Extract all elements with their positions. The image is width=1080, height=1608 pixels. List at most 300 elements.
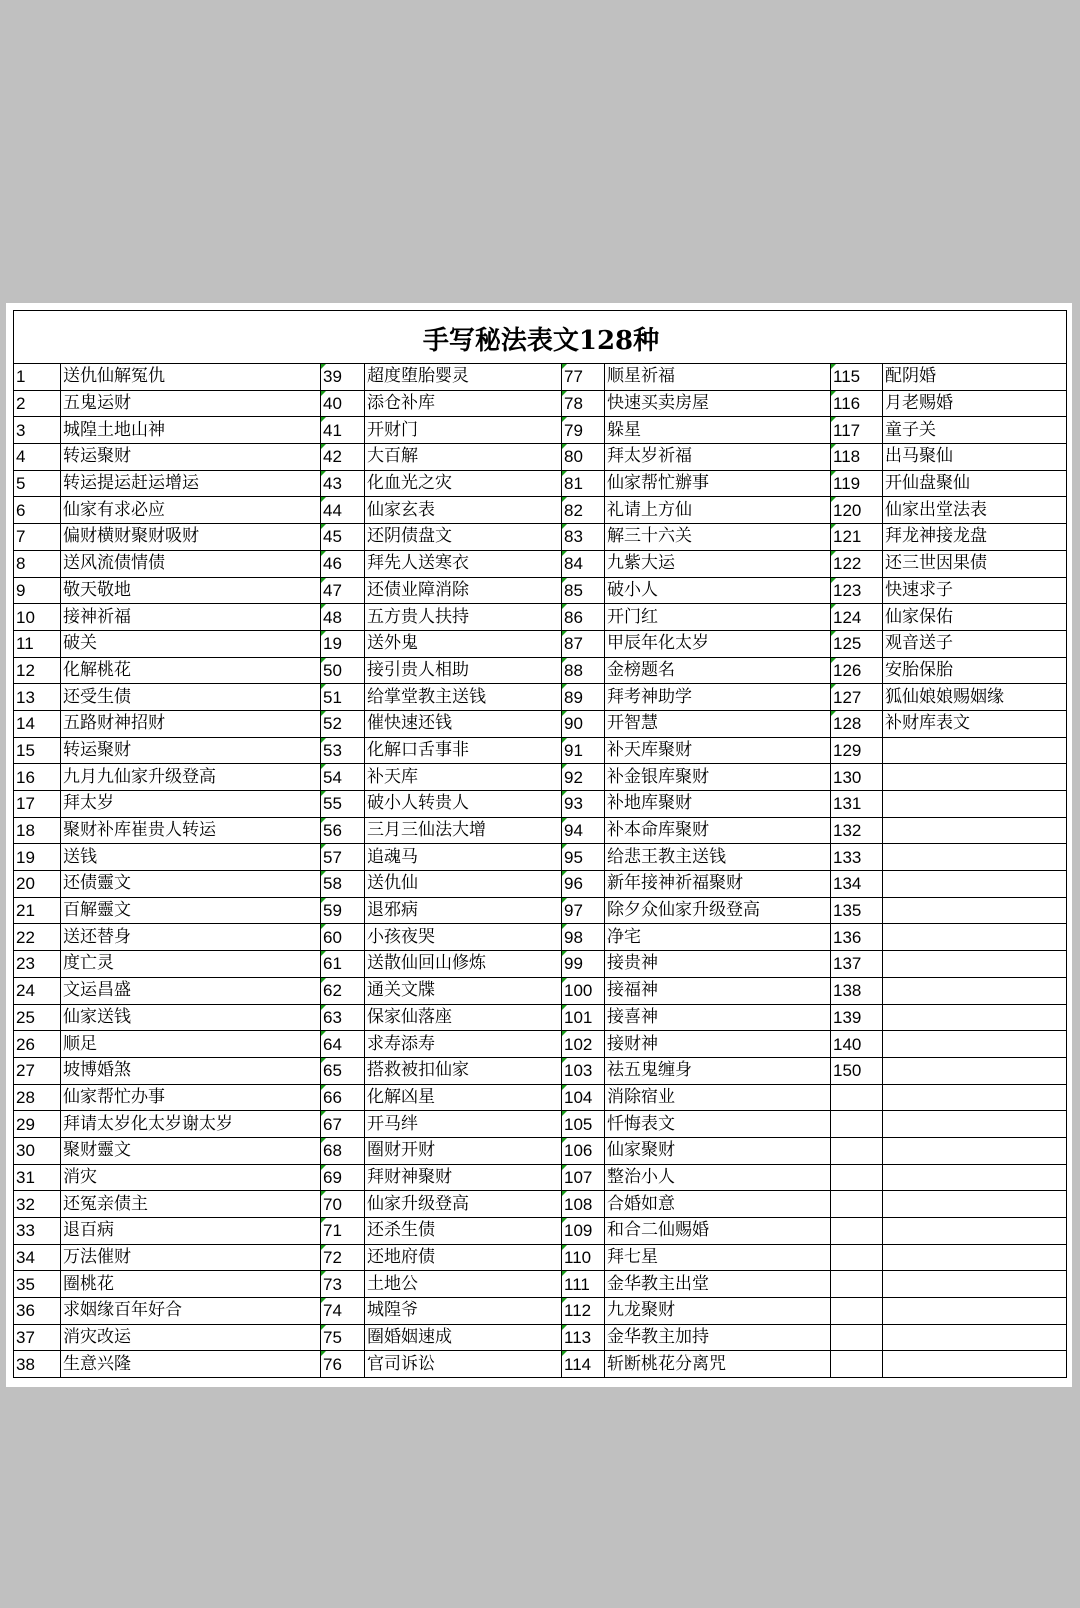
table-row (14, 1351, 1067, 1378)
cell-number (831, 1351, 883, 1378)
cell-number: 121 (831, 524, 883, 551)
cell-text: 偏财横财聚财吸财 (61, 524, 321, 551)
cell-number: 88 (562, 657, 605, 684)
cell-text: 化解桃花 (61, 657, 321, 684)
cell-text: 文运昌盛 (61, 977, 321, 1004)
table-row (14, 1057, 1067, 1084)
cell-text (883, 1057, 1067, 1084)
cell-text (883, 1164, 1067, 1191)
table-row (14, 657, 1067, 684)
cell-text: 仙家聚财 (605, 1137, 831, 1164)
spreadsheet-page (6, 303, 1072, 1387)
title-row (14, 311, 1067, 364)
cell-text (883, 764, 1067, 791)
cell-number: 7 (14, 524, 61, 551)
cell-text: 追魂马 (365, 844, 562, 871)
cell-text: 消除宿业 (605, 1084, 831, 1111)
cell-number: 84 (562, 550, 605, 577)
cell-number: 96 (562, 871, 605, 898)
cell-text: 仙家有求必应 (61, 497, 321, 524)
cell-number: 78 (562, 390, 605, 417)
cell-text: 九月九仙家升级登高 (61, 764, 321, 791)
cell-number: 6 (14, 497, 61, 524)
cell-text: 送还替身 (61, 924, 321, 951)
table-row (14, 897, 1067, 924)
cell-number: 81 (562, 470, 605, 497)
cell-number (831, 1218, 883, 1245)
table-row (14, 1191, 1067, 1218)
cell-number: 129 (831, 737, 883, 764)
cell-text: 还债靈文 (61, 871, 321, 898)
cell-number: 123 (831, 577, 883, 604)
cell-number: 99 (562, 951, 605, 978)
cell-number: 23 (14, 951, 61, 978)
cell-text: 还地府债 (365, 1244, 562, 1271)
cell-text: 求姻缘百年好合 (61, 1298, 321, 1325)
cell-number: 57 (321, 844, 365, 871)
cell-text: 合婚如意 (605, 1191, 831, 1218)
cell-number: 124 (831, 604, 883, 631)
cell-number: 66 (321, 1084, 365, 1111)
table-row (14, 791, 1067, 818)
cell-text: 消灾 (61, 1164, 321, 1191)
cell-number: 39 (321, 364, 365, 391)
cell-text: 仙家帮忙办事 (61, 1084, 321, 1111)
cell-text: 城隍土地山神 (61, 417, 321, 444)
table-row (14, 871, 1067, 898)
cell-text: 聚财补库崔贵人转运 (61, 817, 321, 844)
table-row (14, 390, 1067, 417)
cell-number: 46 (321, 550, 365, 577)
cell-number: 69 (321, 1164, 365, 1191)
cell-number: 25 (14, 1004, 61, 1031)
cell-number: 62 (321, 977, 365, 1004)
table-row (14, 524, 1067, 551)
cell-text: 送仇仙 (365, 871, 562, 898)
cell-text: 九紫大运 (605, 550, 831, 577)
cell-text (883, 1351, 1067, 1378)
cell-text: 添仓补库 (365, 390, 562, 417)
cell-text: 送仇仙解冤仇 (61, 364, 321, 391)
cell-text: 搭救被扣仙家 (365, 1057, 562, 1084)
cell-number: 14 (14, 710, 61, 737)
cell-text: 礼请上方仙 (605, 497, 831, 524)
cell-number: 87 (562, 630, 605, 657)
cell-text: 送散仙回山修炼 (365, 951, 562, 978)
cell-text (883, 924, 1067, 951)
cell-text: 催快速还钱 (365, 710, 562, 737)
cell-text (883, 1271, 1067, 1298)
cell-number: 126 (831, 657, 883, 684)
cell-text: 拜先人送寒衣 (365, 550, 562, 577)
cell-number (831, 1271, 883, 1298)
cell-number: 19 (14, 844, 61, 871)
cell-text: 拜太岁 (61, 791, 321, 818)
cell-text: 还三世因果债 (883, 550, 1067, 577)
cell-number: 104 (562, 1084, 605, 1111)
cell-number: 32 (14, 1191, 61, 1218)
cell-text: 净宅 (605, 924, 831, 951)
cell-text: 度亡灵 (61, 951, 321, 978)
cell-number: 113 (562, 1324, 605, 1351)
cell-text: 补天库聚财 (605, 737, 831, 764)
table-row (14, 630, 1067, 657)
cell-text: 消灾改运 (61, 1324, 321, 1351)
cell-number: 28 (14, 1084, 61, 1111)
cell-number: 59 (321, 897, 365, 924)
cell-text: 金华教主加持 (605, 1324, 831, 1351)
cell-text: 安胎保胎 (883, 657, 1067, 684)
cell-number: 34 (14, 1244, 61, 1271)
cell-text: 解三十六关 (605, 524, 831, 551)
cell-text: 给悲王教主送钱 (605, 844, 831, 871)
cell-number: 8 (14, 550, 61, 577)
cell-text (883, 871, 1067, 898)
cell-number: 100 (562, 977, 605, 1004)
cell-number: 54 (321, 764, 365, 791)
cell-text: 仙家送钱 (61, 1004, 321, 1031)
table-row (14, 1004, 1067, 1031)
cell-text: 补本命库聚财 (605, 817, 831, 844)
cell-text: 还债业障消除 (365, 577, 562, 604)
cell-number: 30 (14, 1137, 61, 1164)
cell-text (883, 791, 1067, 818)
table-row (14, 497, 1067, 524)
cell-text (883, 1084, 1067, 1111)
cell-text (883, 951, 1067, 978)
cell-number: 140 (831, 1031, 883, 1058)
cell-text: 除夕众仙家升级登高 (605, 897, 831, 924)
cell-number (831, 1084, 883, 1111)
cell-number: 134 (831, 871, 883, 898)
cell-text: 快速求子 (883, 577, 1067, 604)
cell-number: 67 (321, 1111, 365, 1138)
cell-number: 92 (562, 764, 605, 791)
table-row (14, 1298, 1067, 1325)
cell-number: 10 (14, 604, 61, 631)
cell-number: 91 (562, 737, 605, 764)
cell-number: 52 (321, 710, 365, 737)
cell-number: 74 (321, 1298, 365, 1325)
cell-text: 配阴婚 (883, 364, 1067, 391)
cell-text: 通关文牒 (365, 977, 562, 1004)
cell-number (831, 1191, 883, 1218)
cell-number: 83 (562, 524, 605, 551)
cell-number: 16 (14, 764, 61, 791)
cell-number: 58 (321, 871, 365, 898)
cell-text: 退百病 (61, 1218, 321, 1245)
cell-text (883, 844, 1067, 871)
cell-text (883, 817, 1067, 844)
cell-number: 24 (14, 977, 61, 1004)
cell-text: 补天库 (365, 764, 562, 791)
table (13, 310, 1067, 1378)
cell-number: 61 (321, 951, 365, 978)
cell-number: 103 (562, 1057, 605, 1084)
cell-text: 开智慧 (605, 710, 831, 737)
cell-number: 133 (831, 844, 883, 871)
cell-number: 107 (562, 1164, 605, 1191)
cell-text: 破关 (61, 630, 321, 657)
cell-number (831, 1137, 883, 1164)
cell-text: 超度堕胎婴灵 (365, 364, 562, 391)
cell-number: 71 (321, 1218, 365, 1245)
cell-text: 拜太岁祈福 (605, 444, 831, 471)
cell-text: 生意兴隆 (61, 1351, 321, 1378)
table-row (14, 550, 1067, 577)
cell-text: 接引贵人相助 (365, 657, 562, 684)
cell-number: 89 (562, 684, 605, 711)
table-row (14, 1324, 1067, 1351)
cell-text: 保家仙落座 (365, 1004, 562, 1031)
cell-text: 仙家保佑 (883, 604, 1067, 631)
cell-text: 转运聚财 (61, 444, 321, 471)
cell-text (883, 1298, 1067, 1325)
table-row (14, 1244, 1067, 1271)
cell-text: 接贵神 (605, 951, 831, 978)
cell-text: 化解凶星 (365, 1084, 562, 1111)
table-row (14, 1111, 1067, 1138)
cell-text: 拜七星 (605, 1244, 831, 1271)
cell-number: 109 (562, 1218, 605, 1245)
cell-number: 119 (831, 470, 883, 497)
cell-text: 接福神 (605, 977, 831, 1004)
cell-number: 3 (14, 417, 61, 444)
cell-number: 127 (831, 684, 883, 711)
cell-number: 115 (831, 364, 883, 391)
cell-text: 送钱 (61, 844, 321, 871)
cell-text: 狐仙娘娘赐姻缘 (883, 684, 1067, 711)
cell-number: 79 (562, 417, 605, 444)
cell-number: 117 (831, 417, 883, 444)
cell-number: 111 (562, 1271, 605, 1298)
cell-number: 35 (14, 1271, 61, 1298)
cell-number: 106 (562, 1137, 605, 1164)
cell-number: 75 (321, 1324, 365, 1351)
table-row (14, 1084, 1067, 1111)
cell-text: 破小人 (605, 577, 831, 604)
cell-number: 12 (14, 657, 61, 684)
cell-text (883, 1004, 1067, 1031)
cell-number: 114 (562, 1351, 605, 1378)
cell-text: 出马聚仙 (883, 444, 1067, 471)
cell-text: 快速买卖房屋 (605, 390, 831, 417)
cell-number: 18 (14, 817, 61, 844)
cell-number: 48 (321, 604, 365, 631)
cell-text (883, 1031, 1067, 1058)
cell-number: 44 (321, 497, 365, 524)
cell-number: 20 (14, 871, 61, 898)
cell-text: 补地库聚财 (605, 791, 831, 818)
cell-text: 百解靈文 (61, 897, 321, 924)
cell-number: 13 (14, 684, 61, 711)
cell-number: 125 (831, 630, 883, 657)
cell-text: 开仙盘聚仙 (883, 470, 1067, 497)
cell-number: 5 (14, 470, 61, 497)
cell-text: 顺足 (61, 1031, 321, 1058)
cell-number: 42 (321, 444, 365, 471)
cell-text: 九龙聚财 (605, 1298, 831, 1325)
cell-text: 还阴债盘文 (365, 524, 562, 551)
cell-number: 95 (562, 844, 605, 871)
cell-text (883, 737, 1067, 764)
cell-number: 40 (321, 390, 365, 417)
cell-text: 小孩夜哭 (365, 924, 562, 951)
cell-number: 29 (14, 1111, 61, 1138)
cell-number: 63 (321, 1004, 365, 1031)
cell-text: 还杀生债 (365, 1218, 562, 1245)
cell-number (831, 1244, 883, 1271)
cell-number: 80 (562, 444, 605, 471)
cell-number: 70 (321, 1191, 365, 1218)
cell-number: 132 (831, 817, 883, 844)
cell-number: 27 (14, 1057, 61, 1084)
cell-number: 47 (321, 577, 365, 604)
cell-number: 94 (562, 817, 605, 844)
cell-number: 101 (562, 1004, 605, 1031)
cell-number: 65 (321, 1057, 365, 1084)
cell-text: 仙家出堂法表 (883, 497, 1067, 524)
cell-number: 21 (14, 897, 61, 924)
cell-number: 90 (562, 710, 605, 737)
table-row (14, 684, 1067, 711)
cell-text (883, 1218, 1067, 1245)
table-row (14, 817, 1067, 844)
cell-number: 31 (14, 1164, 61, 1191)
cell-text (883, 1191, 1067, 1218)
cell-text: 官司诉讼 (365, 1351, 562, 1378)
cell-number: 15 (14, 737, 61, 764)
cell-text: 圈桃花 (61, 1271, 321, 1298)
cell-number: 56 (321, 817, 365, 844)
cell-text: 三月三仙法大增 (365, 817, 562, 844)
cell-text: 接财神 (605, 1031, 831, 1058)
table-row (14, 1031, 1067, 1058)
cell-number: 26 (14, 1031, 61, 1058)
table-row (14, 737, 1067, 764)
cell-number: 135 (831, 897, 883, 924)
cell-text: 圈婚姻速成 (365, 1324, 562, 1351)
page-title: 手写秘法表文128种 (14, 311, 1067, 364)
cell-number: 60 (321, 924, 365, 951)
cell-text: 拜考神助学 (605, 684, 831, 711)
cell-text: 开财门 (365, 417, 562, 444)
cell-text: 土地公 (365, 1271, 562, 1298)
cell-number: 128 (831, 710, 883, 737)
cell-number: 136 (831, 924, 883, 951)
cell-text: 拜龙神接龙盘 (883, 524, 1067, 551)
cell-number: 22 (14, 924, 61, 951)
table-row (14, 764, 1067, 791)
cell-text: 送外鬼 (365, 630, 562, 657)
table-row (14, 951, 1067, 978)
cell-number: 17 (14, 791, 61, 818)
cell-text: 和合二仙赐婚 (605, 1218, 831, 1245)
table-row (14, 844, 1067, 871)
cell-text: 城隍爷 (365, 1298, 562, 1325)
cell-text: 甲辰年化太岁 (605, 630, 831, 657)
cell-number: 108 (562, 1191, 605, 1218)
cell-text: 万法催财 (61, 1244, 321, 1271)
table-row (14, 710, 1067, 737)
cell-text (883, 897, 1067, 924)
cell-text: 拜财神聚财 (365, 1164, 562, 1191)
cell-number: 82 (562, 497, 605, 524)
cell-text: 顺星祈福 (605, 364, 831, 391)
cell-number: 120 (831, 497, 883, 524)
table-row (14, 417, 1067, 444)
cell-number: 76 (321, 1351, 365, 1378)
cell-text: 还受生债 (61, 684, 321, 711)
cell-text (883, 1324, 1067, 1351)
cell-number: 110 (562, 1244, 605, 1271)
cell-number: 19 (321, 630, 365, 657)
table-row (14, 1164, 1067, 1191)
cell-text: 给掌堂教主送钱 (365, 684, 562, 711)
cell-text: 金华教主出堂 (605, 1271, 831, 1298)
cell-number (831, 1164, 883, 1191)
cell-number: 45 (321, 524, 365, 551)
cell-text (883, 1244, 1067, 1271)
cell-number: 150 (831, 1057, 883, 1084)
cell-number: 43 (321, 470, 365, 497)
cell-number: 130 (831, 764, 883, 791)
cell-text: 开马绊 (365, 1111, 562, 1138)
cell-number: 72 (321, 1244, 365, 1271)
table-row (14, 924, 1067, 951)
cell-number: 53 (321, 737, 365, 764)
cell-text: 整治小人 (605, 1164, 831, 1191)
cell-text: 金榜题名 (605, 657, 831, 684)
cell-number: 2 (14, 390, 61, 417)
cell-text: 开门红 (605, 604, 831, 631)
cell-number: 105 (562, 1111, 605, 1138)
cell-number: 55 (321, 791, 365, 818)
cell-text: 还冤亲债主 (61, 1191, 321, 1218)
cell-number: 112 (562, 1298, 605, 1325)
cell-text: 接神祈福 (61, 604, 321, 631)
cell-number: 64 (321, 1031, 365, 1058)
cell-text: 聚财靈文 (61, 1137, 321, 1164)
cell-number: 137 (831, 951, 883, 978)
cell-number: 85 (562, 577, 605, 604)
cell-text: 补财库表文 (883, 710, 1067, 737)
cell-number: 102 (562, 1031, 605, 1058)
cell-text (883, 977, 1067, 1004)
cell-text (883, 1137, 1067, 1164)
cell-text: 仙家玄表 (365, 497, 562, 524)
cell-text: 转运聚财 (61, 737, 321, 764)
cell-number (831, 1324, 883, 1351)
cell-number (831, 1111, 883, 1138)
table-row (14, 1137, 1067, 1164)
table-row (14, 364, 1067, 391)
cell-text: 接喜神 (605, 1004, 831, 1031)
cell-number: 73 (321, 1271, 365, 1298)
cell-text: 祛五鬼缠身 (605, 1057, 831, 1084)
cell-text: 童子关 (883, 417, 1067, 444)
table-row (14, 977, 1067, 1004)
cell-text: 圈财开财 (365, 1137, 562, 1164)
cell-text: 大百解 (365, 444, 562, 471)
cell-number: 51 (321, 684, 365, 711)
cell-text: 新年接神祈福聚财 (605, 871, 831, 898)
cell-number: 131 (831, 791, 883, 818)
cell-text: 忏悔表文 (605, 1111, 831, 1138)
table-row (14, 1218, 1067, 1245)
cell-text (883, 1111, 1067, 1138)
cell-text: 敬天敬地 (61, 577, 321, 604)
